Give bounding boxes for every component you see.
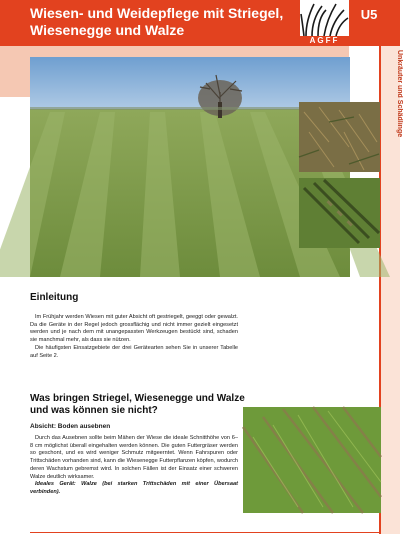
grass-logo-icon [300, 0, 349, 36]
side-label [386, 50, 403, 150]
tyre-track-photo [299, 178, 380, 248]
soil-photo [299, 102, 380, 172]
section2-text [30, 435, 238, 497]
logo-text: AGFF [300, 36, 349, 46]
intro-paragraph-1: Im Frühjahr werden Wiesen mit guter Absicht oft gestriegelt, geeggt oder gewalzt. Da die Geräte in der Regel jedoch grossflächig und nicht immer gezielt eingesetzt werden und je nach dem mit unangepassten Werkzeugen bestückt sind, schaden sie manchmal mehr, als dass sie nützen. [30, 314, 238, 344]
agff-logo [300, 0, 349, 46]
document-code: U5 [360, 7, 378, 22]
page-title: Wiesen- und Weidepflege mit Striegel, Wiesenegge und Walze [30, 5, 284, 38]
code-box [349, 0, 400, 46]
section-heading-einleitung: Einleitung [30, 292, 79, 303]
intro-paragraph-2: Die häufigsten Einsatzgebiete der drei Gerätearten sehen Sie in unserer Tabelle auf Seite 2. [30, 344, 238, 359]
intro-text [30, 314, 238, 360]
section2-paragraph: Durch das Ausebnen sollte beim Mähen der Wiese die ideale Schnitthöhe von 6–8 cm möglichst überall eingehalten werden können. Die guten Futtergräser werden so geschont, und es wird weniger Schmutz mitgeerntet. Wenn Fahrspuren oder Trittschäden vorhanden sind, kann die Wiesenegge Futterpflanzen köpfen, wodurch deren Wachstum gebremst wird. In solchen Fällen ist der Einsatz einer schweren Walze deutlich wirksamer. [30, 435, 238, 480]
side-label-text: Unkräuter und Schädlinge [396, 50, 403, 138]
subheading-boden: Absicht: Boden ausebnen [30, 423, 111, 430]
oversown-field-photo [243, 407, 381, 513]
section-heading-geraete: Was bringen Striegel, Wiesenegge und Walze und was können sie nicht? [30, 393, 245, 416]
footer-rule [30, 532, 380, 533]
ideal-device-note: Ideales Gerät: Walze (bei starken Trittschäden mit einer Übersaat verbinden). [30, 481, 238, 495]
header-bar [0, 0, 349, 46]
